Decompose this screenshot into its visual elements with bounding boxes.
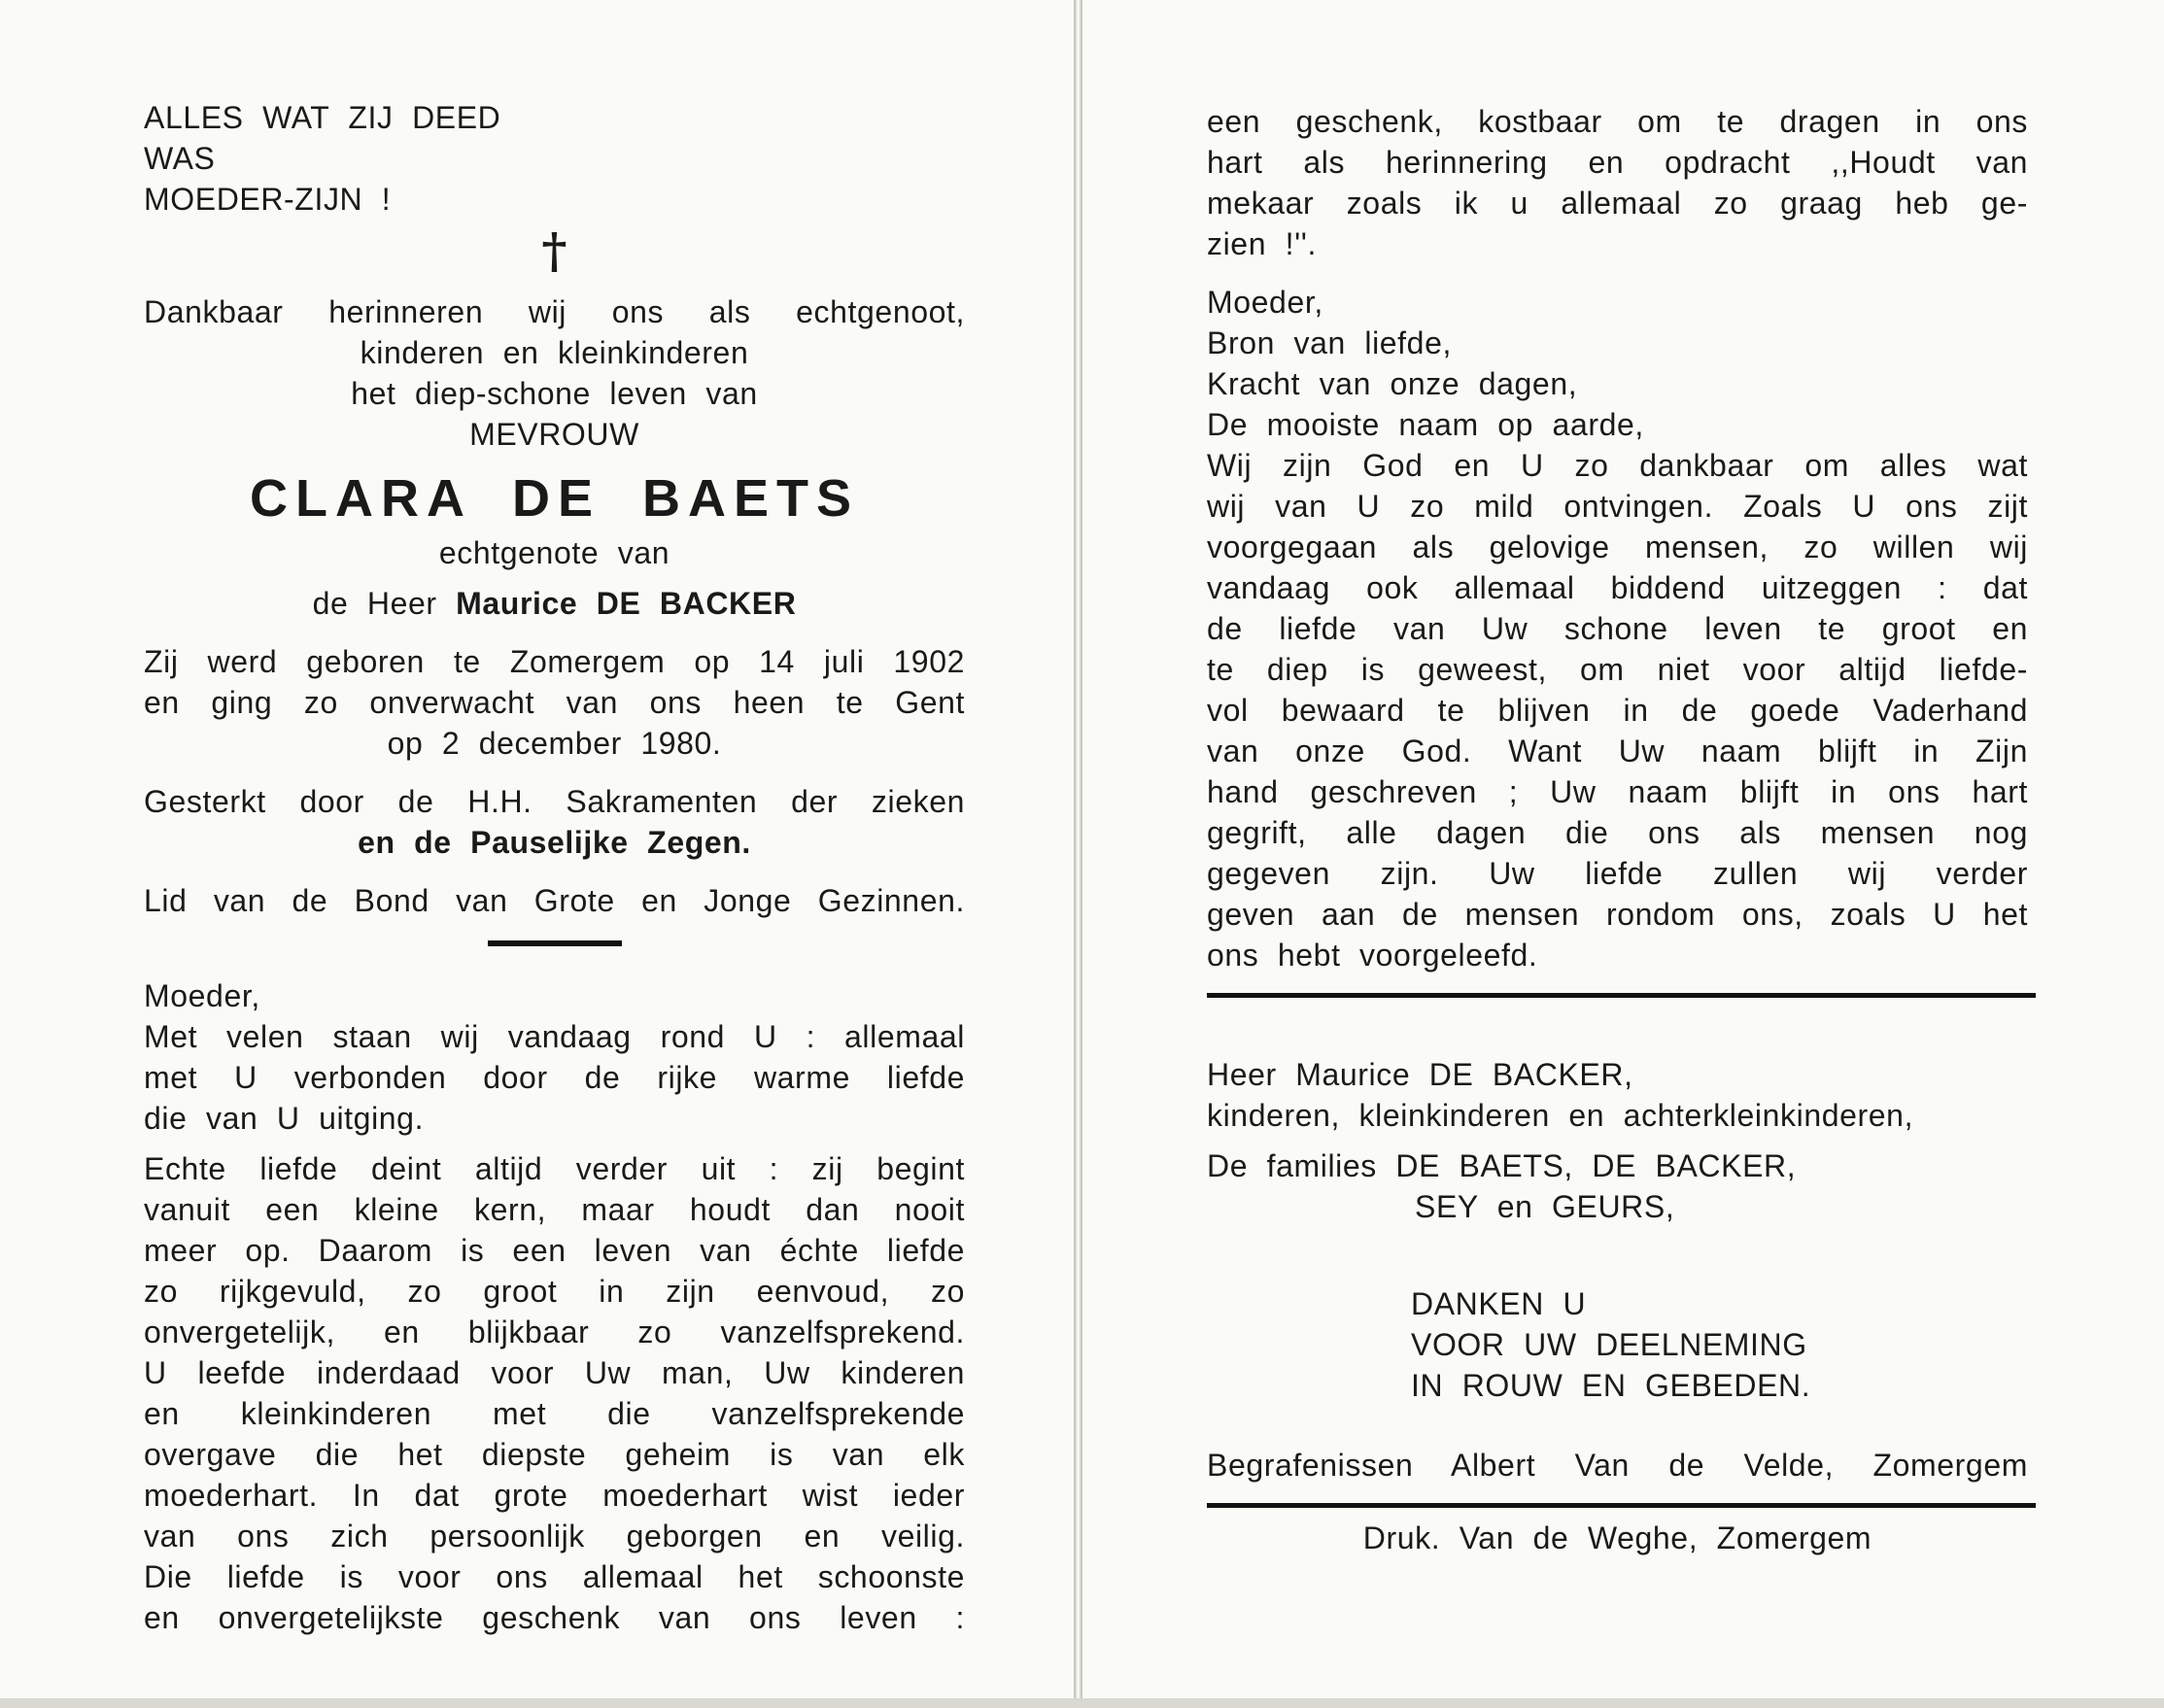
intro-line: kinderen en kleinkinderen bbox=[360, 335, 749, 370]
deceased-name: CLARA DE BAETS bbox=[249, 469, 859, 528]
para-line: ons hebt voorgeleefd. bbox=[1207, 938, 1538, 973]
family-line: kinderen, kleinkinderen en achterkleinkinderen, bbox=[1207, 1098, 1914, 1133]
families-line: De families DE BAETS, DE BACKER, bbox=[1207, 1148, 1797, 1183]
left-column bbox=[144, 97, 965, 1638]
motto-line: MOEDER-ZIJN ! bbox=[144, 182, 392, 217]
spouse-line bbox=[144, 583, 965, 624]
spouse-prefix: de Heer bbox=[312, 586, 437, 621]
para-line: de liefde van Uw schone leven te groot en bbox=[1207, 611, 2028, 646]
para2-line: Die liefde is voor ons allemaal het schoonste bbox=[144, 1559, 965, 1594]
para2-line: onvergetelijk, en blijkbaar zo vanzelfsprekend. bbox=[144, 1315, 965, 1349]
para-line: gegrift, alle dagen die ons als mensen nog bbox=[1207, 815, 2028, 850]
cross-icon: † bbox=[541, 222, 567, 279]
thanks-line: IN ROUW EN GEBEDEN. bbox=[1411, 1368, 1811, 1403]
honorific: MEVROUW bbox=[469, 417, 639, 452]
para2-line: Echte liefde deint altijd verder uit : zij begint bbox=[144, 1151, 965, 1186]
motto-line: WAS bbox=[144, 141, 216, 176]
para1-line: met U verbonden door de rijke warme liefde bbox=[144, 1060, 965, 1095]
sacraments-line: en de Pauselijke Zegen. bbox=[358, 825, 751, 860]
birth-line: en ging zo onverwacht van ons heen te Gent bbox=[144, 685, 965, 720]
poem-line: De mooiste naam op aarde, bbox=[1207, 407, 1644, 442]
para2-line: moederhart. In dat grote moederhart wist ieder bbox=[144, 1478, 965, 1513]
intro-line: het diep-schone leven van bbox=[351, 376, 758, 411]
cont-line: hart als herinnering en opdracht ,,Houdt van bbox=[1207, 145, 2028, 180]
para2-line: U leefde inderdaad voor Uw man, Uw kinderen bbox=[144, 1355, 965, 1390]
poem-line: Kracht van onze dagen, bbox=[1207, 366, 1578, 401]
death-date: op 2 december 1980. bbox=[387, 726, 722, 761]
para-line: Wij zijn God en U zo dankbaar om alles wat bbox=[1207, 448, 2028, 483]
para-line: te diep is geweest, om niet voor altijd liefde- bbox=[1207, 652, 2028, 687]
para1-line: die van U uitging. bbox=[144, 1101, 425, 1136]
para-line: vandaag ook allemaal biddend uitzeggen : dat bbox=[1207, 570, 2028, 605]
para2-line: en onvergetelijkste geschenk van ons leven : bbox=[144, 1600, 965, 1635]
para-line: geven aan de mensen rondom ons, zoals U het bbox=[1207, 897, 2028, 932]
address: Moeder, bbox=[144, 978, 260, 1013]
families-line: SEY en GEURS, bbox=[1415, 1189, 1675, 1224]
para-line: voorgegaan als gelovige mensen, zo willen wij bbox=[1207, 529, 2028, 564]
para1-line: Met velen staan wij vandaag rond U : allemaal bbox=[144, 1019, 965, 1054]
para2-line: zo rijkgevuld, zo groot in zijn eenvoud, zo bbox=[144, 1274, 965, 1309]
para2-line: van ons zich persoonlijk geborgen en veilig. bbox=[144, 1519, 965, 1554]
right-column bbox=[1207, 101, 2028, 1558]
spouse-label: echtgenote van bbox=[438, 535, 670, 570]
motto bbox=[144, 97, 965, 220]
motto-line: ALLES WAT ZIJ DEED bbox=[144, 100, 501, 135]
para-line: gegeven zijn. Uw liefde zullen wij verder bbox=[1207, 856, 2028, 891]
bottom-edge bbox=[0, 1698, 2164, 1708]
spouse-name: Maurice DE BACKER bbox=[456, 586, 797, 621]
para-line: wij van U zo mild ontvingen. Zoals U ons zijt bbox=[1207, 489, 2028, 524]
intro-line: Dankbaar herinneren wij ons als echtgenoot, bbox=[144, 294, 965, 329]
thanks-line: VOOR UW DEELNEMING bbox=[1411, 1327, 1807, 1362]
para2-line: overgave die het diepste geheim is van elk bbox=[144, 1437, 965, 1472]
divider bbox=[488, 940, 622, 946]
cont-line: een geschenk, kostbaar om te dragen in ons bbox=[1207, 104, 2028, 139]
birth-line: Zij werd geboren te Zomergem op 14 juli 1902 bbox=[144, 644, 965, 679]
para2-line: meer op. Daarom is een leven van échte liefde bbox=[144, 1233, 965, 1268]
family-line: Heer Maurice DE BACKER, bbox=[1207, 1057, 1633, 1092]
printer: Druk. Van de Weghe, Zomergem bbox=[1362, 1520, 1872, 1555]
address: Moeder, bbox=[1207, 285, 1323, 320]
thanks-line: DANKEN U bbox=[1411, 1286, 1587, 1321]
para-line: hand geschreven ; Uw naam blijft in ons hart bbox=[1207, 774, 2028, 809]
membership: Lid van de Bond van Grote en Jonge Gezinnen. bbox=[144, 883, 965, 918]
para2-line: vanuit een kleine kern, maar houdt dan nooit bbox=[144, 1192, 965, 1227]
para2-line: en kleinkinderen met die vanzelfsprekende bbox=[144, 1396, 965, 1431]
cont-line: mekaar zoals ik u allemaal zo graag heb ge- bbox=[1207, 186, 2028, 221]
para-line: van onze God. Want Uw naam blijft in Zijn bbox=[1207, 734, 2028, 769]
poem-line: Bron van liefde, bbox=[1207, 325, 1452, 360]
para-line: vol bewaard te blijven in de goede Vaderhand bbox=[1207, 693, 2028, 728]
cont-line: zien !''. bbox=[1207, 226, 1317, 261]
undertaker: Begrafenissen Albert Van de Velde, Zomergem bbox=[1207, 1448, 2028, 1483]
sacraments-line: Gesterkt door de H.H. Sakramenten der zieken bbox=[144, 784, 965, 819]
